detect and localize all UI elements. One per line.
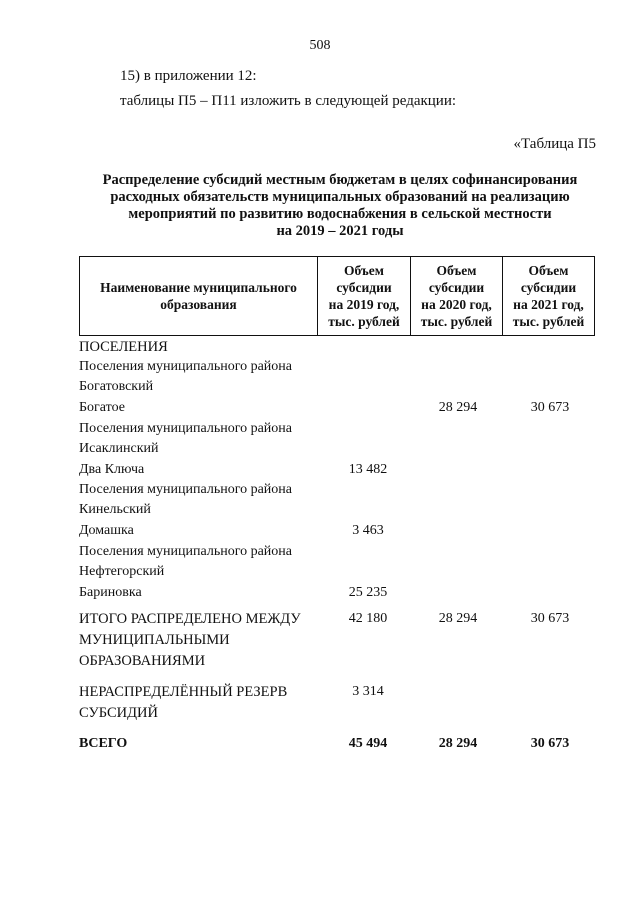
reserve-value-2019: 3 314 <box>352 684 384 699</box>
value-2019: 3 463 <box>352 523 384 538</box>
district-label-line-1: Поселения муниципального района <box>79 421 293 436</box>
settlement-label: Два Ключа <box>79 462 145 477</box>
district-label-line-1: Поселения муниципального района <box>79 544 293 559</box>
title-line-4: на 2019 – 2021 годы <box>276 223 404 239</box>
title-line-3: мероприятий по развитию водоснабжения в сельской местности <box>128 206 552 222</box>
total-value-2020: 28 294 <box>438 736 478 751</box>
value-2019: 25 235 <box>348 585 388 600</box>
district-label-line-2: Богатовский <box>79 379 154 394</box>
section-heading: ПОСЕЛЕНИЯ <box>79 339 168 355</box>
header-name <box>80 257 317 335</box>
header-2019-line-4: тыс. рублей <box>328 314 400 329</box>
header-2020-line-2: субсидии <box>428 280 485 295</box>
distributed-label-line-2: МУНИЦИПАЛЬНЫМИ <box>79 632 230 648</box>
district-label-line-2: Кинельский <box>79 502 151 517</box>
header-2021-line-3: на 2021 год, <box>513 297 584 312</box>
total-value-2019: 45 494 <box>348 736 388 751</box>
table-header <box>79 256 595 336</box>
distributed-value-2019: 42 180 <box>348 611 388 626</box>
distributed-label-line-3: ОБРАЗОВАНИЯМИ <box>79 653 206 669</box>
table-label: «Таблица П5 <box>513 136 596 152</box>
header-2019-line-2: субсидии <box>336 280 392 295</box>
header-2021-line-2: субсидии <box>520 280 577 295</box>
title-line-2: расходных обязательств муниципальных образований на реализацию <box>110 189 570 205</box>
settlement-label: Бариновка <box>79 585 142 600</box>
distributed-label-line-1: ИТОГО РАСПРЕДЕЛЕНО МЕЖДУ <box>79 611 301 627</box>
settlement-label: Домашка <box>79 523 134 538</box>
intro-line-1: 15) в приложении 12: <box>120 68 257 84</box>
district-label-line-2: Нефтегорский <box>79 564 165 579</box>
header-2019-line-3: на 2019 год, <box>328 297 400 312</box>
intro-line-2: таблицы П5 – П11 изложить в следующей редакции: <box>120 93 457 109</box>
district-label-line-2: Исаклинский <box>79 441 159 456</box>
total-label: ВСЕГО <box>79 736 128 751</box>
distributed-value-2021: 30 673 <box>530 611 570 626</box>
header-2021-line-1: Объем <box>528 263 569 278</box>
distributed-value-2020: 28 294 <box>438 611 478 626</box>
header-2021-line-4: тыс. рублей <box>512 314 585 329</box>
settlement-label: Богатое <box>79 400 125 415</box>
reserve-label-line-2: СУБСИДИЙ <box>79 705 158 721</box>
header-name-line-2: образования <box>160 297 237 312</box>
district-label-line-1: Поселения муниципального района <box>79 359 293 374</box>
value-2021: 30 673 <box>530 400 570 415</box>
header-2020-line-3: на 2020 год, <box>421 297 492 312</box>
district-label-line-1: Поселения муниципального района <box>79 482 293 497</box>
header-2020-line-4: тыс. рублей <box>420 314 493 329</box>
header-2019 <box>317 257 410 335</box>
header-2020 <box>410 257 502 335</box>
value-2020: 28 294 <box>438 400 478 415</box>
header-2021 <box>502 257 594 335</box>
header-2019-line-1: Объем <box>344 263 384 278</box>
value-2019: 13 482 <box>348 462 388 477</box>
reserve-label-line-1: НЕРАСПРЕДЕЛЁННЫЙ РЕЗЕРВ <box>79 684 288 700</box>
page-number: 508 <box>309 38 331 53</box>
total-value-2021: 30 673 <box>530 736 570 751</box>
table-title <box>60 172 620 240</box>
header-2020-line-1: Объем <box>436 263 477 278</box>
header-name-line-1: Наименование муниципального <box>100 280 297 295</box>
title-line-1: Распределение субсидий местным бюджетам в целях софинансирования <box>102 172 578 188</box>
